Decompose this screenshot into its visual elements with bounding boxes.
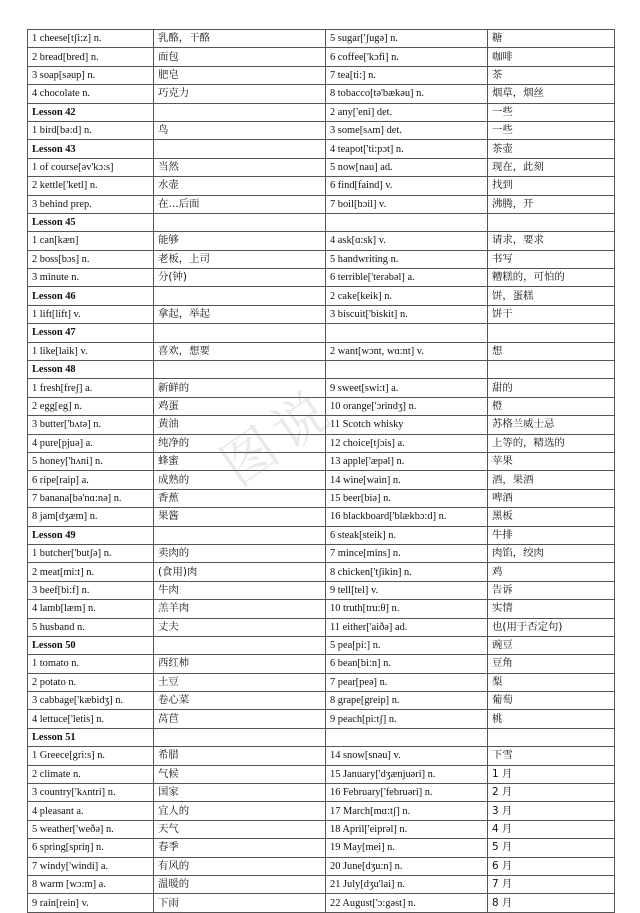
- word-cell: 10 truth[tru:θ] n.: [326, 600, 488, 618]
- meaning-cell: 饼干: [488, 305, 615, 323]
- meaning-cell: 请求，要求: [488, 232, 615, 250]
- meaning-cell: [154, 636, 326, 654]
- meaning-cell: 鸡蛋: [154, 397, 326, 415]
- word-cell: 1 cheese[tʃi:z] n.: [28, 30, 154, 48]
- vocab-row: [28, 673, 615, 691]
- vocab-row: [28, 710, 615, 728]
- word-cell: 9 sweet[swi:t] a.: [326, 379, 488, 397]
- meaning-cell: 春季: [154, 839, 326, 857]
- word-cell: 8 tobacco[tə'bækəu] n.: [326, 85, 488, 103]
- meaning-cell: 橙: [488, 397, 615, 415]
- word-cell: 2 any['eni] det.: [326, 103, 488, 121]
- word-cell: 3 cabbage['kæbidʒ] n.: [28, 692, 154, 710]
- vocab-row: [28, 839, 615, 857]
- vocab-row: [28, 177, 615, 195]
- meaning-cell: 纯净的: [154, 434, 326, 452]
- word-cell: 4 lettuce['letis] n.: [28, 710, 154, 728]
- meaning-cell: 鸟: [154, 121, 326, 139]
- word-cell: 6 spring[spriŋ] n.: [28, 839, 154, 857]
- word-cell: 1 tomato n.: [28, 655, 154, 673]
- word-cell: 3 butter['bʌtə] n.: [28, 416, 154, 434]
- word-cell: 6 bean[bi:n] n.: [326, 655, 488, 673]
- word-cell: 3 country['kʌntri] n.: [28, 784, 154, 802]
- vocab-row: [28, 544, 615, 562]
- meaning-cell: 黑板: [488, 508, 615, 526]
- word-cell: 1 butcher['butʃə] n.: [28, 544, 154, 562]
- meaning-cell: [154, 103, 326, 121]
- meaning-cell: 苹果: [488, 452, 615, 470]
- vocab-row: [28, 232, 615, 250]
- lesson-header-row: [28, 287, 615, 305]
- word-cell: 4 pure[pjuə] a.: [28, 434, 154, 452]
- meaning-cell: 糟糕的，可怕的: [488, 269, 615, 287]
- meaning-cell: 肥皂: [154, 66, 326, 84]
- word-cell: 16 blackboard['blækbɔ:d] n.: [326, 508, 488, 526]
- meaning-cell: 7 月: [488, 875, 615, 893]
- word-cell: 4 ask[ɑ:sk] v.: [326, 232, 488, 250]
- meaning-cell: 实情: [488, 600, 615, 618]
- word-cell: 22 August['ɔ:gəst] n.: [326, 894, 488, 912]
- meaning-cell: 豆角: [488, 655, 615, 673]
- meaning-cell: 新鲜的: [154, 379, 326, 397]
- word-cell: 1 can[kæn]: [28, 232, 154, 250]
- word-cell: 1 like[laik] v.: [28, 342, 154, 360]
- word-cell: 5 pea[pi:] n.: [326, 636, 488, 654]
- word-cell: 8 chicken['tʃikin] n.: [326, 563, 488, 581]
- meaning-cell: [154, 728, 326, 746]
- vocab-row: [28, 397, 615, 415]
- meaning-cell: 卷心菜: [154, 692, 326, 710]
- lesson-header-row: [28, 636, 615, 654]
- meaning-cell: 能够: [154, 232, 326, 250]
- word-cell: 1 lift[lift] v.: [28, 305, 154, 323]
- word-cell: 4 pleasant a.: [28, 802, 154, 820]
- vocab-row: [28, 581, 615, 599]
- word-cell: 2 kettle['ketl] n.: [28, 177, 154, 195]
- word-cell: [326, 361, 488, 379]
- word-cell: [326, 324, 488, 342]
- word-cell: 6 steak[steik] n.: [326, 526, 488, 544]
- meaning-cell: 有风的: [154, 857, 326, 875]
- meaning-cell: 果酱: [154, 508, 326, 526]
- meaning-cell: 咖啡: [488, 48, 615, 66]
- vocab-row: [28, 195, 615, 213]
- word-cell: 3 soap[səup] n.: [28, 66, 154, 84]
- meaning-cell: 莴苣: [154, 710, 326, 728]
- word-cell: 4 chocolate n.: [28, 85, 154, 103]
- meaning-cell: 丈夫: [154, 618, 326, 636]
- meaning-cell: 国家: [154, 784, 326, 802]
- meaning-cell: 8 月: [488, 894, 615, 912]
- meaning-cell: 下雨: [154, 894, 326, 912]
- watermark: 图说: [209, 375, 348, 499]
- word-cell: 6 find[faind] v.: [326, 177, 488, 195]
- meaning-cell: 豌豆: [488, 636, 615, 654]
- word-cell: 5 husband n.: [28, 618, 154, 636]
- meaning-cell: 鸡: [488, 563, 615, 581]
- meaning-cell: 香蕉: [154, 489, 326, 507]
- meaning-cell: 3 月: [488, 802, 615, 820]
- meaning-cell: 天气: [154, 820, 326, 838]
- word-cell: 2 meat[mi:t] n.: [28, 563, 154, 581]
- meaning-cell: 沸腾，开: [488, 195, 615, 213]
- lesson-heading: Lesson 47: [28, 324, 154, 342]
- lesson-header-row: [28, 324, 615, 342]
- meaning-cell: 分(钟): [154, 269, 326, 287]
- meaning-cell: 宜人的: [154, 802, 326, 820]
- meaning-cell: 苏格兰威士忌: [488, 416, 615, 434]
- lesson-heading: Lesson 50: [28, 636, 154, 654]
- lesson-header-row: [28, 526, 615, 544]
- lesson-heading: Lesson 46: [28, 287, 154, 305]
- vocab-row: [28, 269, 615, 287]
- meaning-cell: [488, 324, 615, 342]
- meaning-cell: 牛排: [488, 526, 615, 544]
- vocabulary-table: [27, 29, 615, 913]
- vocab-row: [28, 508, 615, 526]
- meaning-cell: [154, 361, 326, 379]
- vocab-row: [28, 618, 615, 636]
- word-cell: 5 now[nau] ad.: [326, 158, 488, 176]
- lesson-heading: Lesson 48: [28, 361, 154, 379]
- word-cell: 13 apple['æpəl] n.: [326, 452, 488, 470]
- meaning-cell: [154, 140, 326, 158]
- word-cell: 15 beer[biə] n.: [326, 489, 488, 507]
- meaning-cell: 成熟的: [154, 471, 326, 489]
- vocab-row: [28, 894, 615, 912]
- vocab-row: [28, 342, 615, 360]
- word-cell: 7 windy['windi] a.: [28, 857, 154, 875]
- meaning-cell: 乳酪，干酪: [154, 30, 326, 48]
- vocab-row: [28, 471, 615, 489]
- meaning-cell: 土豆: [154, 673, 326, 691]
- meaning-cell: 卖肉的: [154, 544, 326, 562]
- meaning-cell: 6 月: [488, 857, 615, 875]
- word-cell: 5 weather['weðə] n.: [28, 820, 154, 838]
- vocab-row: [28, 66, 615, 84]
- word-cell: 2 bread[bred] n.: [28, 48, 154, 66]
- word-cell: 4 teapot['ti:pɔt] n.: [326, 140, 488, 158]
- word-cell: 14 snow[snəu] v.: [326, 747, 488, 765]
- vocab-row: [28, 158, 615, 176]
- word-cell: 3 behind prep.: [28, 195, 154, 213]
- vocab-row: [28, 434, 615, 452]
- meaning-cell: [488, 361, 615, 379]
- meaning-cell: 蜂蜜: [154, 452, 326, 470]
- word-cell: 2 boss[bɔs] n.: [28, 250, 154, 268]
- word-cell: [326, 728, 488, 746]
- meaning-cell: 甜的: [488, 379, 615, 397]
- meaning-cell: [154, 287, 326, 305]
- word-cell: 15 January['dʒænjuəri] n.: [326, 765, 488, 783]
- vocab-row: [28, 305, 615, 323]
- meaning-cell: 葡萄: [488, 692, 615, 710]
- meaning-cell: 拿起，举起: [154, 305, 326, 323]
- word-cell: 5 handwriting n.: [326, 250, 488, 268]
- meaning-cell: (食用)肉: [154, 563, 326, 581]
- meaning-cell: 啤酒: [488, 489, 615, 507]
- word-cell: 11 Scotch whisky: [326, 416, 488, 434]
- word-cell: 7 boil[bɔil] v.: [326, 195, 488, 213]
- lesson-heading: Lesson 51: [28, 728, 154, 746]
- lesson-heading: Lesson 43: [28, 140, 154, 158]
- meaning-cell: 下雪: [488, 747, 615, 765]
- word-cell: 6 ripe[raip] a.: [28, 471, 154, 489]
- word-cell: 7 tea[ti:] n.: [326, 66, 488, 84]
- meaning-cell: 喜欢，想要: [154, 342, 326, 360]
- meaning-cell: 告诉: [488, 581, 615, 599]
- lesson-header-row: [28, 728, 615, 746]
- vocab-row: [28, 875, 615, 893]
- word-cell: 9 peach[pi:tʃ] n.: [326, 710, 488, 728]
- word-cell: 1 fresh[freʃ] a.: [28, 379, 154, 397]
- word-cell: 5 honey['hʌni] n.: [28, 452, 154, 470]
- meaning-cell: 烟草，烟丝: [488, 85, 615, 103]
- meaning-cell: 1 月: [488, 765, 615, 783]
- vocab-row: [28, 48, 615, 66]
- lesson-heading: Lesson 42: [28, 103, 154, 121]
- meaning-cell: 书写: [488, 250, 615, 268]
- meaning-cell: 找到: [488, 177, 615, 195]
- lesson-heading: Lesson 49: [28, 526, 154, 544]
- meaning-cell: 希腊: [154, 747, 326, 765]
- lesson-heading: Lesson 45: [28, 213, 154, 231]
- meaning-cell: 糖: [488, 30, 615, 48]
- meaning-cell: 桃: [488, 710, 615, 728]
- meaning-cell: 5 月: [488, 839, 615, 857]
- meaning-cell: [488, 213, 615, 231]
- word-cell: 2 cake[keik] n.: [326, 287, 488, 305]
- vocab-row: [28, 379, 615, 397]
- word-cell: 6 coffee['kɔfi] n.: [326, 48, 488, 66]
- meaning-cell: 也(用于否定句): [488, 618, 615, 636]
- meaning-cell: 上等的，精选的: [488, 434, 615, 452]
- word-cell: 3 beef[bi:f] n.: [28, 581, 154, 599]
- word-cell: 2 want[wɔnt, wɑ:nt] v.: [326, 342, 488, 360]
- meaning-cell: 面包: [154, 48, 326, 66]
- vocab-row: [28, 250, 615, 268]
- word-cell: 11 either['aiðə] ad.: [326, 618, 488, 636]
- vocab-row: [28, 121, 615, 139]
- meaning-cell: 黄油: [154, 416, 326, 434]
- word-cell: 8 warm [wɔ:m] a.: [28, 875, 154, 893]
- meaning-cell: 一些: [488, 121, 615, 139]
- word-cell: 21 July[dʒu'lai] n.: [326, 875, 488, 893]
- vocab-row: [28, 802, 615, 820]
- meaning-cell: 西红柿: [154, 655, 326, 673]
- word-cell: [326, 213, 488, 231]
- vocab-row: [28, 30, 615, 48]
- vocab-row: [28, 600, 615, 618]
- word-cell: 14 wine[wain] n.: [326, 471, 488, 489]
- vocab-row: [28, 820, 615, 838]
- meaning-cell: 温暖的: [154, 875, 326, 893]
- meaning-cell: 在…后面: [154, 195, 326, 213]
- word-cell: 2 climate n.: [28, 765, 154, 783]
- meaning-cell: 当然: [154, 158, 326, 176]
- meaning-cell: 饼，蛋糕: [488, 287, 615, 305]
- word-cell: 18 April['eiprəl] n.: [326, 820, 488, 838]
- lesson-header-row: [28, 361, 615, 379]
- word-cell: 7 pear[peə] n.: [326, 673, 488, 691]
- vocab-row: [28, 765, 615, 783]
- word-cell: 8 grape[greip] n.: [326, 692, 488, 710]
- word-cell: 17 March[mɑ:tʃ] n.: [326, 802, 488, 820]
- word-cell: 3 biscuit['biskit] n.: [326, 305, 488, 323]
- meaning-cell: 肉馅，绞肉: [488, 544, 615, 562]
- word-cell: 1 Greece[gri:s] n.: [28, 747, 154, 765]
- vocab-row: [28, 692, 615, 710]
- word-cell: 9 rain[rein] v.: [28, 894, 154, 912]
- meaning-cell: 想: [488, 342, 615, 360]
- word-cell: 4 lamb[læm] n.: [28, 600, 154, 618]
- lesson-header-row: [28, 103, 615, 121]
- meaning-cell: 羔羊肉: [154, 600, 326, 618]
- word-cell: 12 choice[tʃɔis] a.: [326, 434, 488, 452]
- meaning-cell: 气候: [154, 765, 326, 783]
- word-cell: 7 mince[mins] n.: [326, 544, 488, 562]
- meaning-cell: 牛肉: [154, 581, 326, 599]
- vocab-row: [28, 563, 615, 581]
- vocab-row: [28, 784, 615, 802]
- word-cell: 1 of course[əv'kɔ:s]: [28, 158, 154, 176]
- meaning-cell: 4 月: [488, 820, 615, 838]
- vocabulary-table-body: [28, 30, 615, 913]
- vocab-row: [28, 747, 615, 765]
- word-cell: 5 sugar['ʃugə] n.: [326, 30, 488, 48]
- meaning-cell: [154, 526, 326, 544]
- word-cell: 9 tell[tel] v.: [326, 581, 488, 599]
- word-cell: 20 June[dʒu:n] n.: [326, 857, 488, 875]
- meaning-cell: 酒，果酒: [488, 471, 615, 489]
- word-cell: 19 May[mei] n.: [326, 839, 488, 857]
- vocab-row: [28, 857, 615, 875]
- lesson-header-row: [28, 140, 615, 158]
- meaning-cell: 梨: [488, 673, 615, 691]
- word-cell: 8 jam[dʒæm] n.: [28, 508, 154, 526]
- word-cell: 16 February['februəri] n.: [326, 784, 488, 802]
- word-cell: 6 terrible['terəbəl] a.: [326, 269, 488, 287]
- meaning-cell: 老板，上司: [154, 250, 326, 268]
- word-cell: 7 banana[bə'nɑ:nə] n.: [28, 489, 154, 507]
- meaning-cell: [154, 213, 326, 231]
- vocab-row: [28, 655, 615, 673]
- meaning-cell: 水壶: [154, 177, 326, 195]
- lesson-header-row: [28, 213, 615, 231]
- meaning-cell: [154, 324, 326, 342]
- meaning-cell: 现在，此刻: [488, 158, 615, 176]
- word-cell: 2 egg[eg] n.: [28, 397, 154, 415]
- vocab-row: [28, 452, 615, 470]
- meaning-cell: 茶: [488, 66, 615, 84]
- word-cell: 1 bird[bə:d] n.: [28, 121, 154, 139]
- vocab-row: [28, 85, 615, 103]
- vocab-row: [28, 489, 615, 507]
- meaning-cell: 2 月: [488, 784, 615, 802]
- meaning-cell: 茶壶: [488, 140, 615, 158]
- word-cell: 3 some[sʌm] det.: [326, 121, 488, 139]
- vocab-row: [28, 416, 615, 434]
- word-cell: 10 orange['ɔrindʒ] n.: [326, 397, 488, 415]
- word-cell: 2 potato n.: [28, 673, 154, 691]
- word-cell: 3 minute n.: [28, 269, 154, 287]
- meaning-cell: 巧克力: [154, 85, 326, 103]
- meaning-cell: 一些: [488, 103, 615, 121]
- meaning-cell: [488, 728, 615, 746]
